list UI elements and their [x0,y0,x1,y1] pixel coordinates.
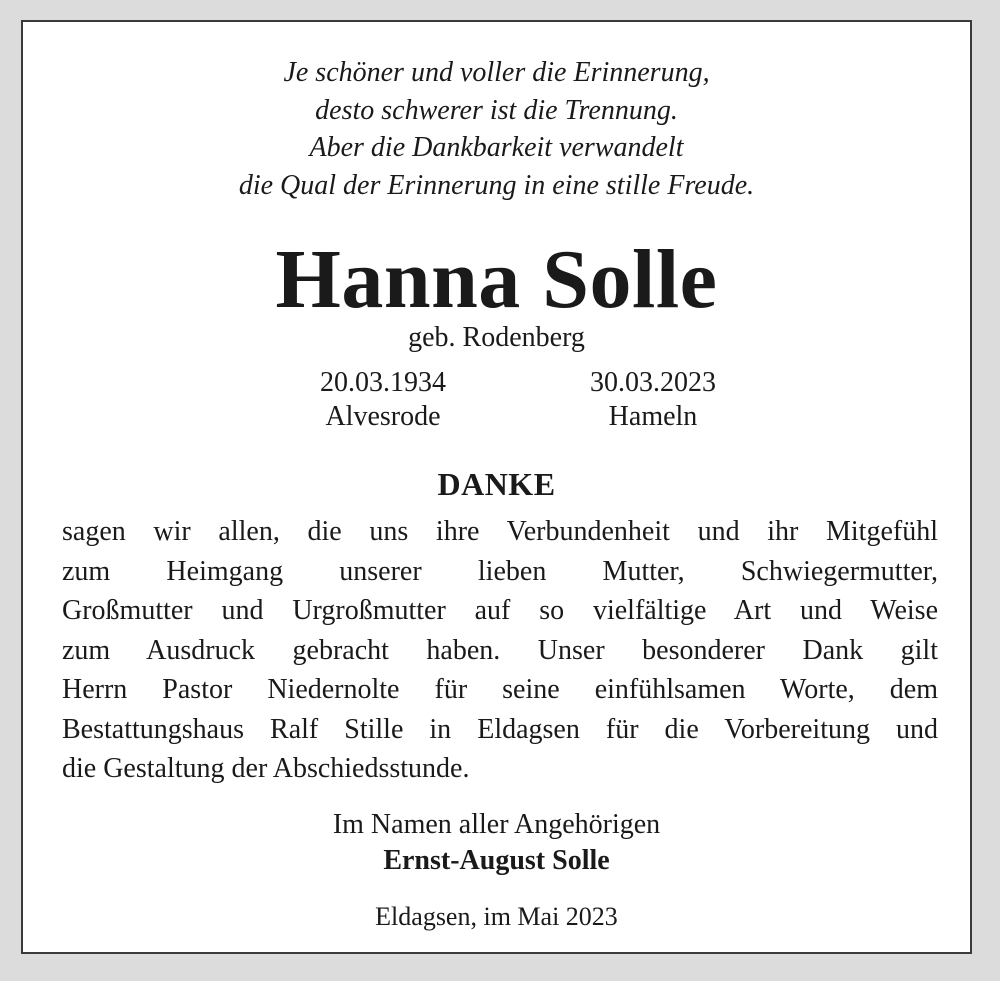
birth-place: Alvesrode [325,401,441,432]
motto-line: Je schöner und voller die Erinnerung, [283,57,710,88]
thanks-line: Bestattungshaus Ralf Stille in Eldagsen für die Vorbereitung und [62,713,938,745]
birth-date: 20.03.1934 [320,367,446,398]
death-date: 30.03.2023 [590,367,716,398]
on-behalf-text: Im Namen aller Angehörigen [332,809,661,840]
signer-name: Ernst-August Solle [383,845,610,876]
birth-info [268,366,498,434]
thanks-line: sagen wir allen, die uns ihre Verbundenheit und ihr Mitgefühl [62,516,938,547]
thanks-line: zum Ausdruck gebracht haben. Unser besonderer Dank gilt [62,634,938,666]
thanks-line: zum Heimgang unserer lieben Mutter, Schwiegermutter, [62,555,938,587]
place-date: Eldagsen, im Mai 2023 [375,902,618,931]
thanks-line: die Gestaltung der Abschiedsstunde. [62,753,470,784]
motto-line: desto schwerer ist die Trennung. [315,94,678,126]
thanks-line: Herrn Pastor Niedernolte für seine einfühlsamen Worte, dem [62,674,938,705]
motto-line: die Qual der Erinnerung in eine stille Freude. [238,169,755,201]
thanks-line: Großmutter und Urgroßmutter auf so vielfältige Art und Weise [62,595,938,626]
thanks-paragraph [62,512,938,789]
birth-name: geb. Rodenberg [408,322,585,353]
obituary-card [21,20,972,954]
motto-line: Aber die Dankbarkeit verwandelt [309,132,684,163]
motto-verse [23,54,970,204]
death-place: Hameln [608,401,698,432]
thanks-heading: DANKE [437,466,556,502]
deceased-name: Hanna Solle [275,233,718,326]
death-info [538,366,768,434]
